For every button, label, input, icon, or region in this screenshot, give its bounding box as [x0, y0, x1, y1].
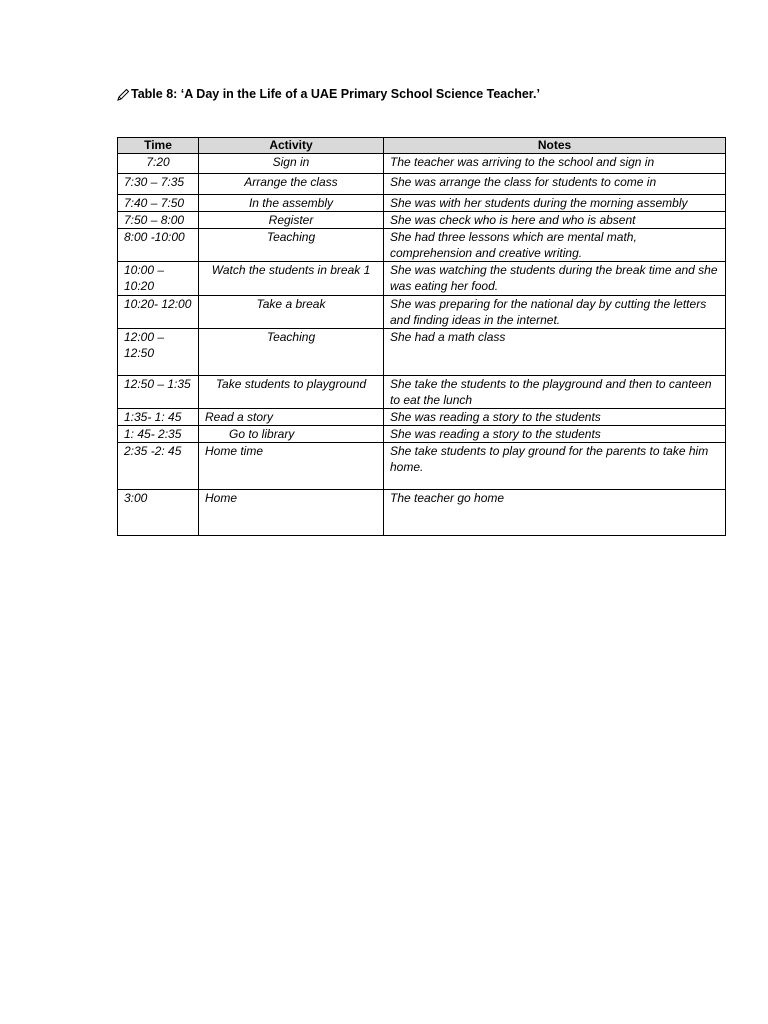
- time-cell: 7:40 – 7:50: [118, 195, 199, 212]
- activity-cell: Watch the students in break 1: [199, 262, 384, 296]
- time-cell: 1:35- 1: 45: [118, 409, 199, 426]
- notes-cell: She was arrange the class for students to come in: [384, 174, 726, 195]
- notes-cell: The teacher was arriving to the school and sign in: [384, 154, 726, 174]
- time-cell: 1: 45- 2:35: [118, 426, 199, 443]
- notes-cell: She was reading a story to the students: [384, 426, 726, 443]
- time-cell: 2:35 -2: 45: [118, 443, 199, 490]
- table-row: [118, 154, 726, 174]
- activity-cell: Go to library: [199, 426, 384, 443]
- table-row: [118, 212, 726, 229]
- notes-cell: She had a math class: [384, 329, 726, 376]
- time-cell: 7:30 – 7:35: [118, 174, 199, 195]
- time-cell: 7:20: [118, 154, 199, 174]
- notes-cell: She was preparing for the national day by cutting the letters and finding ideas in the internet.: [384, 296, 726, 329]
- table-row: [118, 174, 726, 195]
- notes-cell: She was with her students during the morning assembly: [384, 195, 726, 212]
- notes-cell: She was watching the students during the break time and she was eating her food.: [384, 262, 726, 296]
- header-notes: Notes: [384, 138, 726, 154]
- activity-cell: Register: [199, 212, 384, 229]
- time-cell: 8:00 -10:00: [118, 229, 199, 262]
- time-cell: 10:20- 12:00: [118, 296, 199, 329]
- time-cell: 12:00 – 12:50: [118, 329, 199, 376]
- notes-cell: She had three lessons which are mental math, comprehension and creative writing.: [384, 229, 726, 262]
- pencil-icon: [117, 88, 130, 101]
- table-row: [118, 443, 726, 490]
- time-cell: 7:50 – 8:00: [118, 212, 199, 229]
- table-row: [118, 376, 726, 409]
- activity-cell: Teaching: [199, 229, 384, 262]
- header-row: [118, 138, 726, 154]
- activity-cell: Sign in: [199, 154, 384, 174]
- table-row: [118, 262, 726, 296]
- header-time: Time: [118, 138, 199, 154]
- schedule-table: [117, 137, 726, 536]
- activity-cell: In the assembly: [199, 195, 384, 212]
- activity-cell: Take students to playground: [199, 376, 384, 409]
- table-row: [118, 329, 726, 376]
- activity-cell: Take a break: [199, 296, 384, 329]
- table-row: [118, 195, 726, 212]
- table-row: [118, 229, 726, 262]
- table-row: [118, 409, 726, 426]
- activity-cell: Arrange the class: [199, 174, 384, 195]
- time-cell: 12:50 – 1:35: [118, 376, 199, 409]
- activity-cell: Read a story: [199, 409, 384, 426]
- caption-text: Table 8: ‘A Day in the Life of a UAE Primary School Science Teacher.’: [131, 87, 540, 101]
- notes-cell: The teacher go home: [384, 490, 726, 536]
- notes-cell: She take students to play ground for the parents to take him home.: [384, 443, 726, 490]
- time-cell: 3:00: [118, 490, 199, 536]
- table-row: [118, 490, 726, 536]
- notes-cell: She was reading a story to the students: [384, 409, 726, 426]
- table-row: [118, 426, 726, 443]
- activity-cell: Teaching: [199, 329, 384, 376]
- table-row: [118, 296, 726, 329]
- table-caption: [117, 87, 540, 101]
- time-cell: 10:00 – 10:20: [118, 262, 199, 296]
- activity-cell: Home time: [199, 443, 384, 490]
- header-activity: Activity: [199, 138, 384, 154]
- activity-cell: Home: [199, 490, 384, 536]
- notes-cell: She take the students to the playground and then to canteen to eat the lunch: [384, 376, 726, 409]
- notes-cell: She was check who is here and who is absent: [384, 212, 726, 229]
